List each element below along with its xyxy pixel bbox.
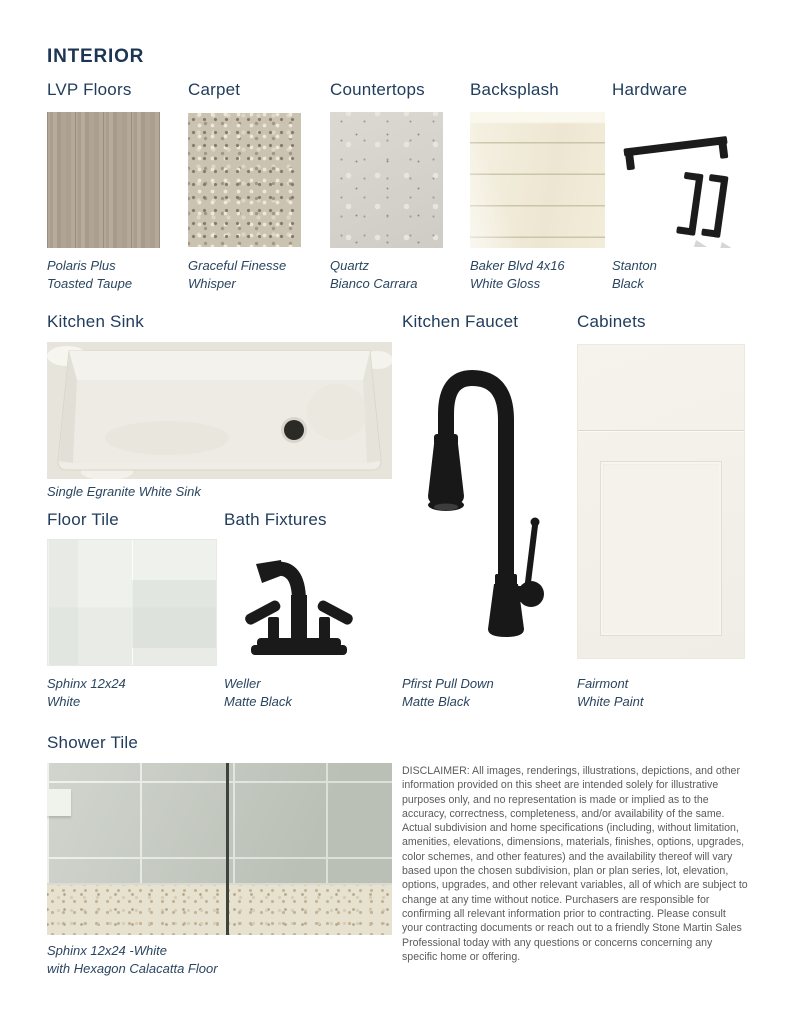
cabinet-recessed-panel [600, 461, 723, 636]
cabinet-door-image [577, 344, 745, 659]
caption-line: White Gloss [470, 276, 541, 291]
caption-line: Black [612, 276, 644, 291]
shower-glass-edge [226, 763, 229, 935]
caption-lvp [47, 257, 132, 293]
caption-line: Bianco Carrara [330, 276, 418, 291]
caption-line: White [47, 694, 81, 709]
shower-tile-image [47, 763, 392, 935]
caption-bath-fixtures [224, 675, 292, 711]
kitchen-sink-icon [47, 342, 392, 479]
bath-fixtures-image [224, 539, 374, 664]
caption-line: Weller [224, 676, 261, 691]
pull-down-faucet-icon [400, 350, 570, 640]
caption-hardware [612, 257, 657, 293]
caption-carpet [188, 257, 286, 293]
tile-shade-patch [48, 540, 78, 665]
caption-kitchen-faucet [402, 675, 494, 711]
section-label-bath-fixtures: Bath Fixtures [224, 510, 327, 529]
caption-line: Pfirst Pull Down [402, 676, 494, 691]
carpet-swatch [188, 113, 301, 247]
kitchen-faucet-image [400, 350, 570, 640]
section-label-hardware: Hardware [612, 80, 688, 99]
caption-countertops [330, 257, 417, 293]
cabinet-drawer-split [578, 430, 744, 431]
caption-line: with Hexagon Calacatta Floor [47, 961, 218, 976]
caption-line: Whisper [188, 276, 236, 291]
caption-line: Graceful Finesse [188, 258, 287, 273]
section-label-cabinets: Cabinets [577, 312, 646, 331]
section-label-kitchen-faucet: Kitchen Faucet [402, 312, 519, 331]
caption-backsplash [470, 257, 565, 293]
tile-shade-patch [132, 580, 216, 648]
shower-ledge [47, 789, 71, 816]
caption-line: Matte Black [402, 694, 470, 709]
caption-shower-tile [47, 942, 218, 978]
caption-line: Baker Blvd 4x16 [470, 258, 565, 273]
caption-floor-tile [47, 675, 126, 711]
section-label-floor-tile: Floor Tile [47, 510, 119, 529]
disclaimer-text: DISCLAIMER: All images, renderings, illustrations, depictions, and other information provided on this sheet are intended solely for illustrative purposes only, and no representation is made or implied as to the accuracy, correctness, completeness, and/or availability of the same. Actual subdivision and home specifications (including, without limitation, amenities, elevations, dimensions, materials, finishes, options, upgrades, color schemes, and other features) and the availability thereof will vary based upon the chosen subdivision, plan or plan series, lot, elevation, options, upgrades, and other relevant variables, all of which are subject to change at any time without notice. Purchasers are responsible for confirming all relevant information prior to contracting. Please consult your contracting documents or reach out to a friendly Stone Martin Sales Professional today with any questions or concerns concerning any specific home or offering. [402, 765, 748, 963]
caption-line: Sphinx 12x24 -White [47, 943, 167, 958]
section-label-countertops: Countertops [330, 80, 425, 99]
caption-line: Quartz [330, 258, 370, 273]
section-label-kitchen-sink: Kitchen Sink [47, 312, 144, 331]
cabinet-pulls-icon [612, 112, 745, 248]
caption-line: Toasted Taupe [47, 276, 133, 291]
lvp-floors-swatch [47, 112, 160, 248]
caption-line: Stanton [612, 258, 657, 273]
caption-line: Matte Black [224, 694, 292, 709]
bathroom-faucet-icon [224, 539, 374, 664]
drain-icon [284, 420, 304, 440]
caption-line: White Paint [577, 694, 644, 709]
floor-tile-swatch [47, 539, 217, 666]
section-label-lvp-floors: LVP Floors [47, 80, 132, 99]
section-label-carpet: Carpet [188, 80, 241, 99]
page-title: INTERIOR [47, 46, 145, 67]
kitchen-sink-image [47, 342, 392, 479]
section-label-backsplash: Backsplash [470, 80, 559, 99]
caption-line: Polaris Plus [47, 258, 116, 273]
backsplash-swatch [470, 112, 605, 248]
countertop-swatch [330, 112, 443, 248]
caption-kitchen-sink [47, 483, 201, 501]
caption-line: Fairmont [577, 676, 629, 691]
caption-line: Single Egranite White Sink [47, 484, 201, 499]
hardware-swatch [612, 112, 745, 248]
section-label-shower-tile: Shower Tile [47, 733, 139, 752]
caption-line: Sphinx 12x24 [47, 676, 126, 691]
shower-hexagon-floor [47, 883, 392, 935]
caption-cabinets [577, 675, 643, 711]
